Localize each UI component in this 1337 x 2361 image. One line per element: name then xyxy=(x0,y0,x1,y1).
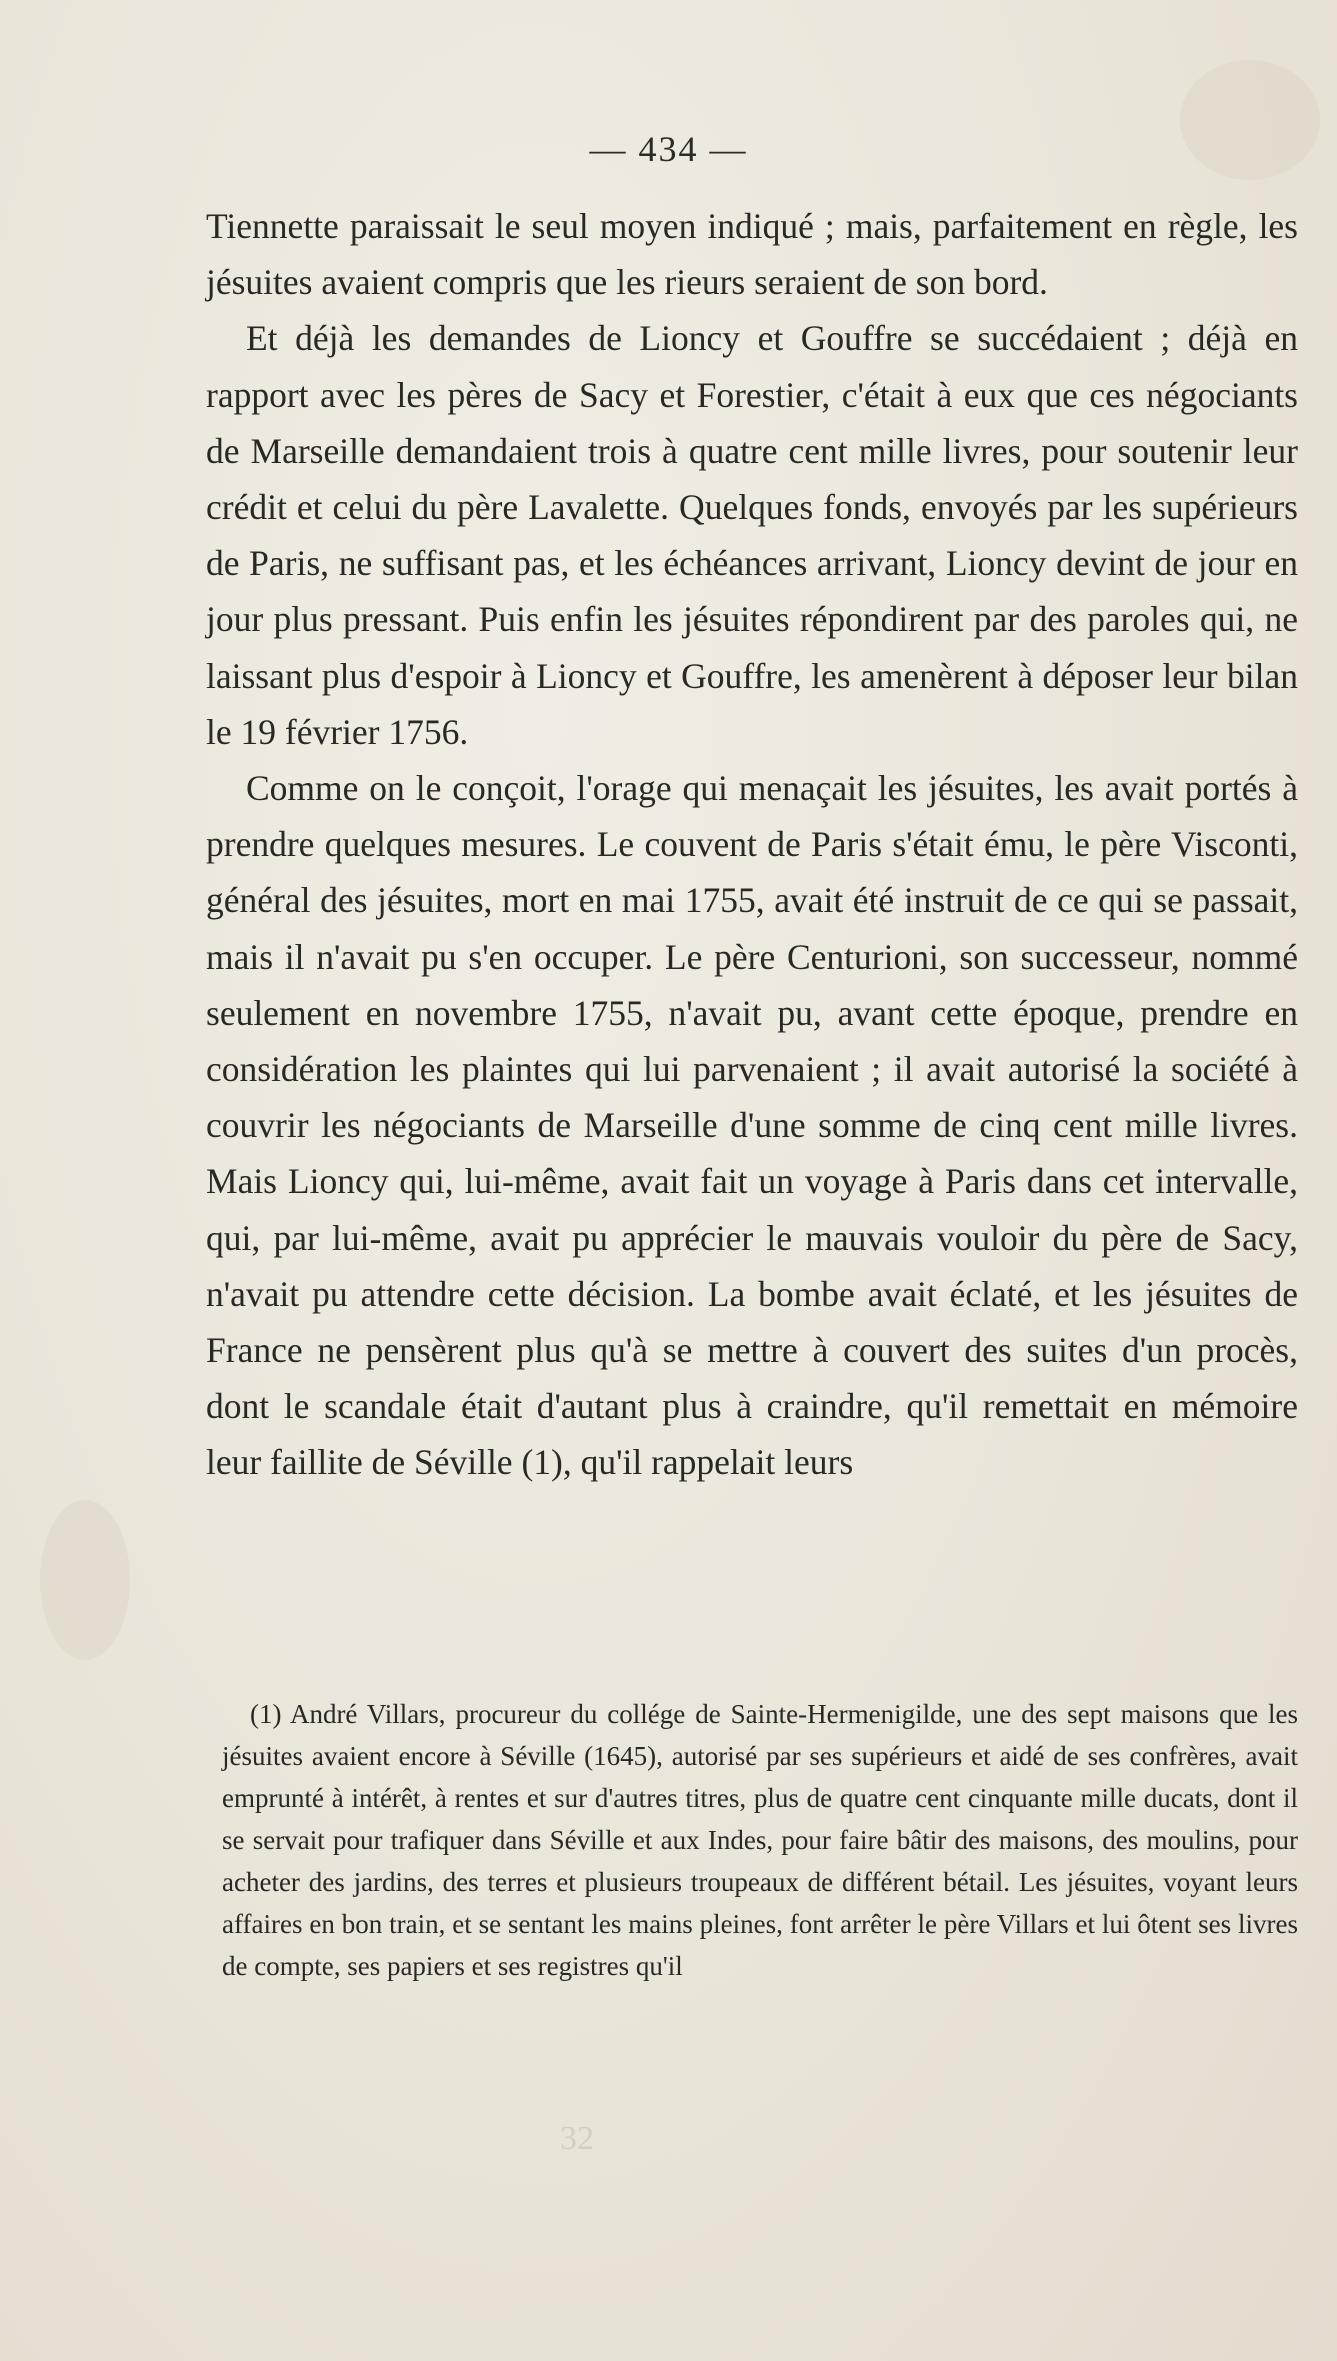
page-number: — 434 — xyxy=(589,129,748,169)
paragraph-3: Comme on le conçoit, l'orage qui menaçait les jésuites, les avait portés à prendre quelques mesures. Le couvent de Paris s'était ému, le père Visconti, général des jésuites, mort en mai 1755, avait été instruit de ce qui se passait, mais il n'avait pu s'en occuper. Le père Centurioni, son successeur, nommé seulement en novembre 1755, n'avait pu, avant cette époque, prendre en considération les plaintes qui lui parvenaient ; il avait autorisé la société à couvrir les négociants de Marseille d'une somme de cinq cent mille livres. Mais Lioncy qui, lui-même, avait fait un voyage à Paris dans cet intervalle, qui, par lui-même, avait pu apprécier le mauvais vouloir du père de Sacy, n'avait pu attendre cette décision. La bombe avait éclaté, et les jésuites de France ne pensèrent plus qu'à se mettre à couvert des suites d'un procès, dont le scandale était d'autant plus à craindre, qu'il remettait en mémoire leur faillite de Séville (1), qu'il rappelait leurs xyxy=(206,768,1298,1483)
paper-stain xyxy=(40,1500,130,1660)
body-text xyxy=(206,198,1298,1491)
bleed-through-mark: 32 xyxy=(560,2120,594,2157)
paragraph-1: Tiennette paraissait le seul moyen indiqué ; mais, parfaitement en règle, les jésuites avaient compris que les rieurs seraient de son bord. xyxy=(206,206,1298,303)
footnote-text: (1) André Villars, procureur du collége de Sainte-Hermenigilde, une des sept maisons que les jésuites avaient encore à Séville (1645), autorisé par ses supérieurs et aidé de ses confrères, avait emprunté à intérêt, à rentes et sur d'autres titres, plus de quatre cent cinquante mille ducats, dont il se servait pour trafiquer dans Séville et aux Indes, pour faire bâtir des maisons, des moulins, pour acheter des jardins, des terres et plusieurs troupeaux de différent bétail. Les jésuites, voyant leurs affaires en bon train, et se sentant les mains pleines, font arrêter le père Villars et lui ôtent ses livres de compte, ses papiers et ses registres qu'il xyxy=(222,1699,1298,1981)
paragraph-2: Et déjà les demandes de Lioncy et Gouffre se succédaient ; déjà en rapport avec les pères de Sacy et Forestier, c'était à eux que ces négociants de Marseille demandaient trois à quatre cent mille livres, pour soutenir leur crédit et celui du père Lavalette. Quelques fonds, envoyés par les supérieurs de Paris, ne suffisant pas, et les échéances arrivant, Lioncy devint de jour en jour plus pressant. Puis enfin les jésuites répondirent par des paroles qui, ne laissant plus d'espoir à Lioncy et Gouffre, les amenèrent à déposer leur bilan le 19 février 1756. xyxy=(206,318,1298,752)
footnote xyxy=(222,1693,1298,1987)
